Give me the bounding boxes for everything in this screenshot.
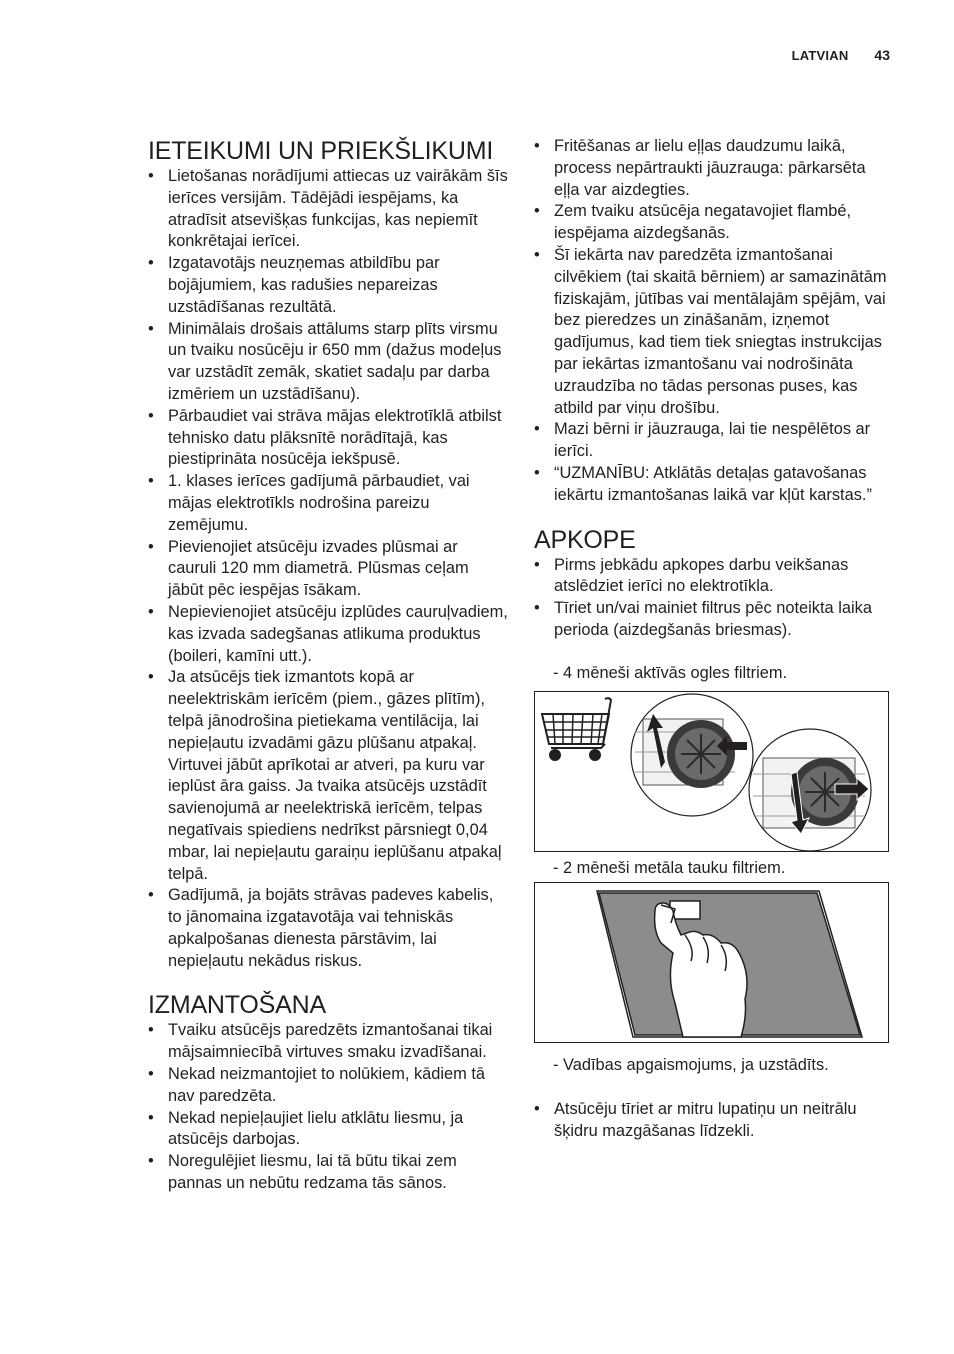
list-item: • Tvaiku atsūcējs paredzēts izmantošanai tikai mājsaimniecībā virtuves smaku izvadīšanai.: [148, 1020, 508, 1064]
list-item: • Tīriet un/vai mainiet filtrus pēc noteikta laika perioda (aizdegšanās briesmas).: [534, 598, 894, 642]
list-item: • Nepievienojiet atsūcēju izplūdes cauruļvadiem, kas izvada sadegšanas atlikuma produktus (boileri, kamīni utt.).: [148, 602, 508, 667]
list-item: • Nekad nepieļaujiet lielu atklātu liesmu, ja atsūcējs darbojas.: [148, 1108, 508, 1152]
page-number: 43: [874, 47, 890, 63]
language-label: LATVIAN: [791, 48, 849, 63]
list-item: • Noregulējiet liesmu, lai tā būtu tikai zem pannas un nebūtu redzama tās sānos.: [148, 1151, 508, 1195]
spacer: [534, 642, 894, 663]
grease-filter-figure: [534, 882, 889, 1043]
spacer: [148, 972, 508, 990]
list-item: • 1. klases ierīces gadījumā pārbaudiet, vai mājas elektrotīkls nodrošina pareizu zemējumu.: [148, 471, 508, 536]
dash-item-grease: - 2 mēneši metāla tauku filtriem.: [553, 858, 786, 877]
filter-rotate-icon: [631, 694, 753, 816]
list-item: • Ja atsūcējs tiek izmantots kopā ar neelektriskām ierīcēm (piem., gāzes plītīm), telpā jānodrošina pietiekama ventilācija, lai nepieļautu izvadāmi gāzu plūšanu atpakaļ. Virtuvei jābūt aprīkotai ar atveri, pa kuru var ieplūst āra gaiss. Ja tvaika atsūcējs uzstādīt savienojumā ar neelektriskā ierīcēm, telpas negatīvais spiediens nedrīkst pārsniegt 0,04 mbar, lai nepieļautu garaiņu ieplūšanu atpakaļ telpā.: [148, 667, 508, 885]
list-item: • Pirms jebkādu apkopes darbu veikšanas atslēdziet ierīci no elektrotīkla.: [534, 555, 894, 599]
apkope-list: [534, 555, 894, 642]
section-title-apkope: APKOPE: [534, 525, 636, 554]
apkope-final-list: [534, 1099, 894, 1143]
shopping-cart-icon: [542, 698, 611, 760]
right-column: [534, 136, 894, 1143]
list-item: • Lietošanas norādījumi attiecas uz vairākām šīs ierīces versijām. Tādējādi iespējams, ka atradīsit atsevišķas funkcijas, kas nepiemīt konkrētajai ierīcei.: [148, 166, 508, 253]
carbon-filter-figure: [534, 691, 889, 852]
left-column: [148, 136, 508, 1195]
izmantosana-list: [148, 1020, 508, 1194]
list-item: • Pievienojiet atsūcēju izvades plūsmai ar cauruli 120 mm diametrā. Plūsmas ceļam jābūt pēc iespējas īsākam.: [148, 537, 508, 602]
ieteikumi-list: [148, 166, 508, 972]
page-header: [792, 47, 890, 63]
spacer: [534, 1077, 894, 1099]
list-item: • Izgatavotājs neuzņemas atbildību par bojājumiem, kas radušies nepareizas uzstādīšanas rezultātā.: [148, 253, 508, 318]
list-item: • Gadījumā, ja bojāts strāvas padeves kabelis, to jānomaina izgatavotāja vai tehniskās apkalpošanas dienesta pārstāvim, lai nepieļautu nekādus riskus.: [148, 885, 508, 972]
list-item: • “UZMANĪBU: Atklātās detaļas gatavošanas iekārtu izmantošanas laikā var kļūt karstas.”: [534, 463, 894, 507]
izmantosana-list-continued: [534, 136, 894, 507]
list-item: • Mazi bērni ir jāuzrauga, lai tie nespēlētos ar ierīci.: [534, 419, 894, 463]
dash-item-carbon: - 4 mēneši aktīvās ogles filtriem.: [553, 663, 788, 682]
list-item: • Minimālais drošais attālums starp plīts virsmu un tvaiku nosūcēju ir 650 mm (dažus modeļus var uzstādīt zemāk, skatiet sadaļu par darba izmēriem un uzstādīšanu).: [148, 319, 508, 406]
list-item: • Zem tvaiku atsūcēja negatavojiet flambé, iespējama aizdegšanās.: [534, 201, 894, 245]
spacer: [534, 1043, 894, 1055]
list-item: • Nekad neizmantojiet to nolūkiem, kādiem tā nav paredzēta.: [148, 1064, 508, 1108]
section-title-ieteikumi: IETEIKUMI UN PRIEKŠLIKUMI: [148, 137, 494, 165]
filter-rotate-icon: [749, 729, 871, 851]
section-title-izmantosana: IZMANTOŠANA: [148, 991, 326, 1020]
list-item: • Atsūcēju tīriet ar mitru lupatiņu un neitrālu šķidru mazgāšanas līdzekli.: [534, 1099, 894, 1143]
list-item: • Šī iekārta nav paredzēta izmantošanai cilvēkiem (tai skaitā bērniem) ar samazinātām fiziskajām, jūtības vai mentālajām spējām, vai bez pieredzes un zināšanām, izņemot gadījumus, kad tiem tiek sniegtas instrukcijas par iekārtas izmantošanu vai nodrošināta uzraudzība no tādas personas puses, kas atbild par viņu drošību.: [534, 245, 894, 419]
dash-item-light: - Vadības apgaismojums, ja uzstādīts.: [553, 1056, 829, 1075]
list-item: • Fritēšanas ar lielu eļļas daudzumu laikā, process nepārtraukti jāuzrauga: pārkarsēta eļļa var aizdegties.: [534, 136, 894, 201]
list-item: • Pārbaudiet vai strāva mājas elektrotīklā atbilst tehnisko datu plāksnītē norādītajā, kas piestiprināta nosūcēja iekšpusē.: [148, 406, 508, 471]
spacer: [534, 507, 894, 525]
